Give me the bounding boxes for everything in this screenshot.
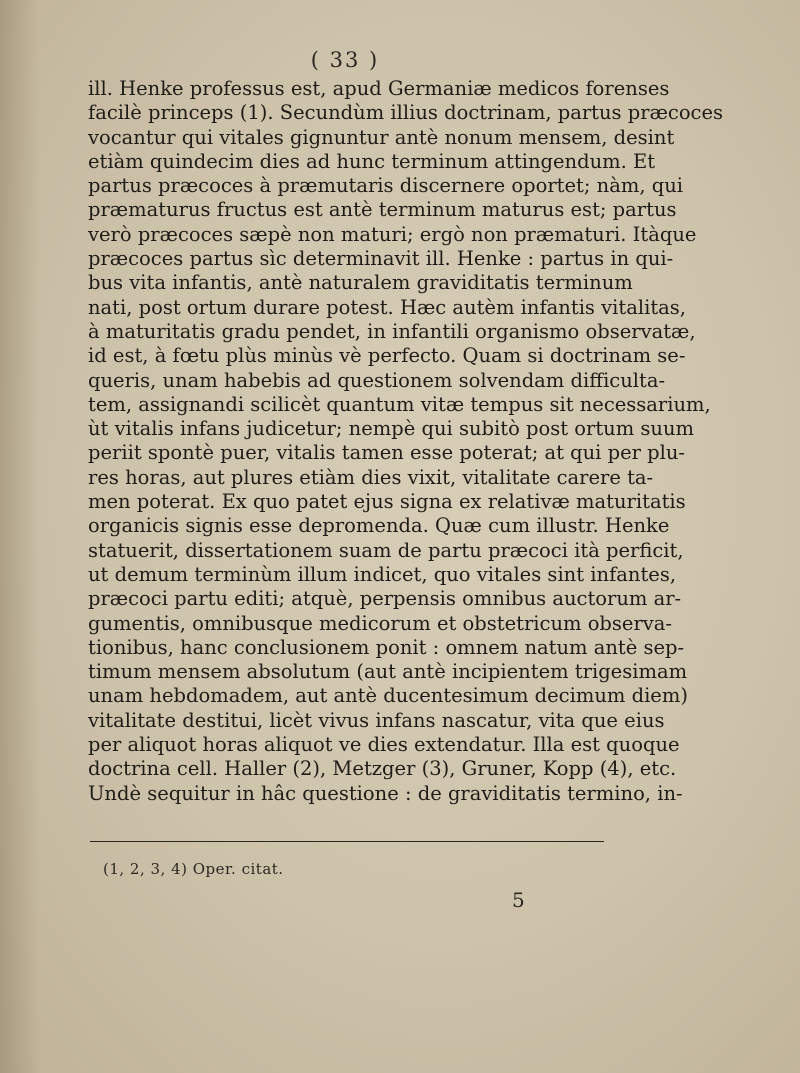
text-line: ill. Henke professus est, apud Germaniæ medicos forenses	[88, 77, 670, 100]
text-line: organicis signis esse depromenda. Quæ cum illustr. Henke	[88, 514, 670, 538]
text-line: timum mensem absolutum (aut antè incipientem trigesimam	[88, 660, 688, 684]
text-line: queris, unam habebis ad questionem solvendam difficulta-	[88, 368, 666, 392]
text-line: periit spontè puer, vitalis tamen esse poterat; at qui per plu-	[88, 441, 686, 465]
text-line: vitalitate destitui, licèt vivus infans nascatur, vita que eius	[88, 708, 665, 732]
text-line: gumentis, omnibusque medicorum et obstetricum observa-	[88, 611, 673, 635]
text-line: men poterat. Ex quo patet ejus signa ex relativæ maturitatis	[88, 490, 686, 514]
text-line: partus præcoces à præmutaris discernere oportet; nàm, qui	[88, 174, 684, 198]
body-text	[88, 77, 724, 806]
text-line: nati, post ortum durare potest. Hæc autèm infantis vitalitas,	[88, 295, 686, 319]
signature-mark: 5	[512, 888, 525, 912]
text-line: facilè princeps (1). Secundùm illius doctrinam, partus præcoces	[88, 101, 724, 125]
text-line: tionibus, hanc conclusionem ponit : omnem natum antè sep-	[88, 635, 685, 659]
text-line: per aliquot horas aliquot ve dies extendatur. Illa est quoque	[88, 733, 680, 757]
text-line: id est, à fœtu plùs minùs vè perfecto. Quam si doctrinam se-	[88, 344, 686, 368]
text-line: præcoci partu editi; atquè, perpensis omnibus auctorum ar-	[88, 587, 682, 611]
text-line: bus vita infantis, antè naturalem graviditatis terminum	[88, 271, 633, 295]
text-line: ùt vitalis infans judicetur; nempè qui subitò post ortum suum	[88, 417, 695, 441]
text-line: præcoces partus sìc determinavit ill. Henke : partus in qui-	[88, 247, 674, 271]
text-line: statuerit, dissertationem suam de partu præcoci ità perficit,	[88, 538, 684, 562]
text-line: præmaturus fructus est antè terminum maturus est; partus	[88, 198, 677, 222]
footnote: (1, 2, 3, 4) Oper. citat.	[103, 860, 284, 878]
text-line: ut demum terminùm illum indicet, quo vitales sint infantes,	[88, 562, 677, 586]
text-line: Undè sequitur in hâc questione : de graviditatis termino, in-	[88, 781, 683, 805]
text-line: etiàm quindecim dies ad hunc terminum attingendum. Et	[88, 149, 656, 173]
page-number: ( 33 )	[310, 48, 380, 72]
text-line: res horas, aut plures etiàm dies vixit, vitalitate carere ta-	[88, 465, 654, 489]
text-line: unam hebdomadem, aut antè ducentesimum decimum diem)	[88, 684, 688, 708]
text-line: à maturitatis gradu pendet, in infantili organismo observatæ,	[88, 319, 696, 343]
footnote-rule	[90, 841, 604, 842]
text-line: vocantur qui vitales gignuntur antè nonum mensem, desint	[88, 125, 675, 149]
text-line: doctrina cell. Haller (2), Metzger (3), Gruner, Kopp (4), etc.	[88, 757, 677, 781]
text-line: tem, assignandi scilicèt quantum vitæ tempus sit necessarium,	[88, 392, 711, 416]
text-line: verò præcoces sæpè non maturi; ergò non præmaturi. Itàque	[88, 222, 697, 246]
page-gutter-shadow	[0, 0, 40, 1073]
